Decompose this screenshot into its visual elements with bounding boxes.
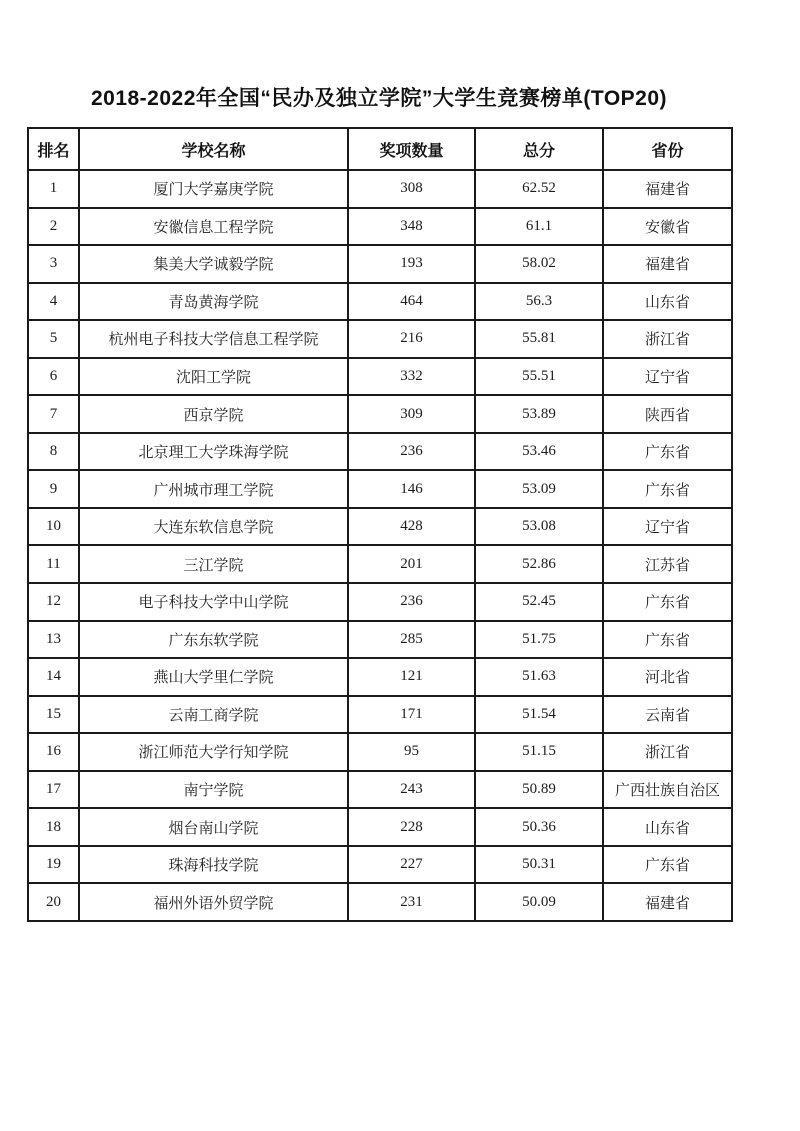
rank-cell: 7 xyxy=(28,395,79,433)
school-cell: 浙江师范大学行知学院 xyxy=(79,733,348,771)
school-cell: 烟台南山学院 xyxy=(79,808,348,846)
score-cell: 61.1 xyxy=(475,208,603,246)
score-cell: 51.63 xyxy=(475,658,603,696)
table-row xyxy=(28,771,732,809)
score-cell: 51.54 xyxy=(475,696,603,734)
province-cell: 浙江省 xyxy=(603,733,732,771)
awards-cell: 309 xyxy=(348,395,475,433)
score-cell: 53.89 xyxy=(475,395,603,433)
rank-cell: 20 xyxy=(28,883,79,921)
school-cell: 杭州电子科技大学信息工程学院 xyxy=(79,320,348,358)
province-cell: 广东省 xyxy=(603,470,732,508)
header-row xyxy=(28,128,732,170)
table-row xyxy=(28,245,732,283)
province-cell: 广西壮族自治区 xyxy=(603,771,732,809)
rank-cell: 16 xyxy=(28,733,79,771)
score-cell: 58.02 xyxy=(475,245,603,283)
rank-cell: 10 xyxy=(28,508,79,546)
score-cell: 52.45 xyxy=(475,583,603,621)
table-row xyxy=(28,395,732,433)
awards-cell: 428 xyxy=(348,508,475,546)
table-row xyxy=(28,433,732,471)
awards-cell: 332 xyxy=(348,358,475,396)
rank-cell: 8 xyxy=(28,433,79,471)
table-row xyxy=(28,358,732,396)
school-cell: 广州城市理工学院 xyxy=(79,470,348,508)
ranking-table xyxy=(27,127,733,922)
table-body xyxy=(28,170,732,921)
province-cell: 山东省 xyxy=(603,808,732,846)
province-cell: 广东省 xyxy=(603,433,732,471)
table-row xyxy=(28,583,732,621)
awards-cell: 308 xyxy=(348,170,475,208)
province-cell: 广东省 xyxy=(603,621,732,659)
table-row xyxy=(28,470,732,508)
header-rank: 排名 xyxy=(28,128,79,170)
table-row xyxy=(28,883,732,921)
rank-cell: 15 xyxy=(28,696,79,734)
awards-cell: 216 xyxy=(348,320,475,358)
table-row xyxy=(28,846,732,884)
province-cell: 河北省 xyxy=(603,658,732,696)
header-school: 学校名称 xyxy=(79,128,348,170)
rank-cell: 4 xyxy=(28,283,79,321)
province-cell: 云南省 xyxy=(603,696,732,734)
page-title: 2018-2022年全国“民办及独立学院”大学生竞赛榜单(TOP20) xyxy=(90,87,668,110)
awards-cell: 171 xyxy=(348,696,475,734)
school-cell: 珠海科技学院 xyxy=(79,846,348,884)
awards-cell: 227 xyxy=(348,846,475,884)
table-row xyxy=(28,658,732,696)
table-row xyxy=(28,208,732,246)
awards-cell: 231 xyxy=(348,883,475,921)
school-cell: 三江学院 xyxy=(79,545,348,583)
score-cell: 53.09 xyxy=(475,470,603,508)
school-cell: 厦门大学嘉庚学院 xyxy=(79,170,348,208)
rank-cell: 5 xyxy=(28,320,79,358)
rank-cell: 9 xyxy=(28,470,79,508)
score-cell: 50.31 xyxy=(475,846,603,884)
school-cell: 安徽信息工程学院 xyxy=(79,208,348,246)
table-row xyxy=(28,283,732,321)
table-row xyxy=(28,508,732,546)
header-score: 总分 xyxy=(475,128,603,170)
awards-cell: 121 xyxy=(348,658,475,696)
header-awards: 奖项数量 xyxy=(348,128,475,170)
table-row xyxy=(28,545,732,583)
province-cell: 江苏省 xyxy=(603,545,732,583)
table-row xyxy=(28,170,732,208)
rank-cell: 19 xyxy=(28,846,79,884)
rank-cell: 14 xyxy=(28,658,79,696)
score-cell: 62.52 xyxy=(475,170,603,208)
awards-cell: 95 xyxy=(348,733,475,771)
rank-cell: 3 xyxy=(28,245,79,283)
awards-cell: 201 xyxy=(348,545,475,583)
table-header xyxy=(28,128,732,170)
province-cell: 广东省 xyxy=(603,583,732,621)
school-cell: 集美大学诚毅学院 xyxy=(79,245,348,283)
rank-cell: 1 xyxy=(28,170,79,208)
awards-cell: 348 xyxy=(348,208,475,246)
rank-cell: 2 xyxy=(28,208,79,246)
header-province: 省份 xyxy=(603,128,732,170)
province-cell: 福建省 xyxy=(603,883,732,921)
school-cell: 电子科技大学中山学院 xyxy=(79,583,348,621)
score-cell: 51.15 xyxy=(475,733,603,771)
score-cell: 50.89 xyxy=(475,771,603,809)
table-row xyxy=(28,808,732,846)
province-cell: 福建省 xyxy=(603,170,732,208)
rank-cell: 12 xyxy=(28,583,79,621)
score-cell: 53.08 xyxy=(475,508,603,546)
rank-cell: 17 xyxy=(28,771,79,809)
school-cell: 燕山大学里仁学院 xyxy=(79,658,348,696)
table-row xyxy=(28,733,732,771)
school-cell: 西京学院 xyxy=(79,395,348,433)
school-cell: 云南工商学院 xyxy=(79,696,348,734)
province-cell: 浙江省 xyxy=(603,320,732,358)
awards-cell: 243 xyxy=(348,771,475,809)
rank-cell: 6 xyxy=(28,358,79,396)
school-cell: 南宁学院 xyxy=(79,771,348,809)
province-cell: 辽宁省 xyxy=(603,508,732,546)
school-cell: 大连东软信息学院 xyxy=(79,508,348,546)
rank-cell: 11 xyxy=(28,545,79,583)
score-cell: 50.09 xyxy=(475,883,603,921)
awards-cell: 236 xyxy=(348,433,475,471)
province-cell: 陕西省 xyxy=(603,395,732,433)
rank-cell: 13 xyxy=(28,621,79,659)
score-cell: 53.46 xyxy=(475,433,603,471)
school-cell: 沈阳工学院 xyxy=(79,358,348,396)
table-row xyxy=(28,621,732,659)
score-cell: 51.75 xyxy=(475,621,603,659)
province-cell: 辽宁省 xyxy=(603,358,732,396)
awards-cell: 146 xyxy=(348,470,475,508)
province-cell: 山东省 xyxy=(603,283,732,321)
school-cell: 广东东软学院 xyxy=(79,621,348,659)
score-cell: 52.86 xyxy=(475,545,603,583)
awards-cell: 193 xyxy=(348,245,475,283)
rank-cell: 18 xyxy=(28,808,79,846)
awards-cell: 285 xyxy=(348,621,475,659)
province-cell: 安徽省 xyxy=(603,208,732,246)
province-cell: 福建省 xyxy=(603,245,732,283)
table-row xyxy=(28,696,732,734)
score-cell: 50.36 xyxy=(475,808,603,846)
score-cell: 56.3 xyxy=(475,283,603,321)
score-cell: 55.81 xyxy=(475,320,603,358)
school-cell: 北京理工大学珠海学院 xyxy=(79,433,348,471)
school-cell: 青岛黄海学院 xyxy=(79,283,348,321)
table-row xyxy=(28,320,732,358)
awards-cell: 464 xyxy=(348,283,475,321)
province-cell: 广东省 xyxy=(603,846,732,884)
awards-cell: 236 xyxy=(348,583,475,621)
score-cell: 55.51 xyxy=(475,358,603,396)
school-cell: 福州外语外贸学院 xyxy=(79,883,348,921)
awards-cell: 228 xyxy=(348,808,475,846)
